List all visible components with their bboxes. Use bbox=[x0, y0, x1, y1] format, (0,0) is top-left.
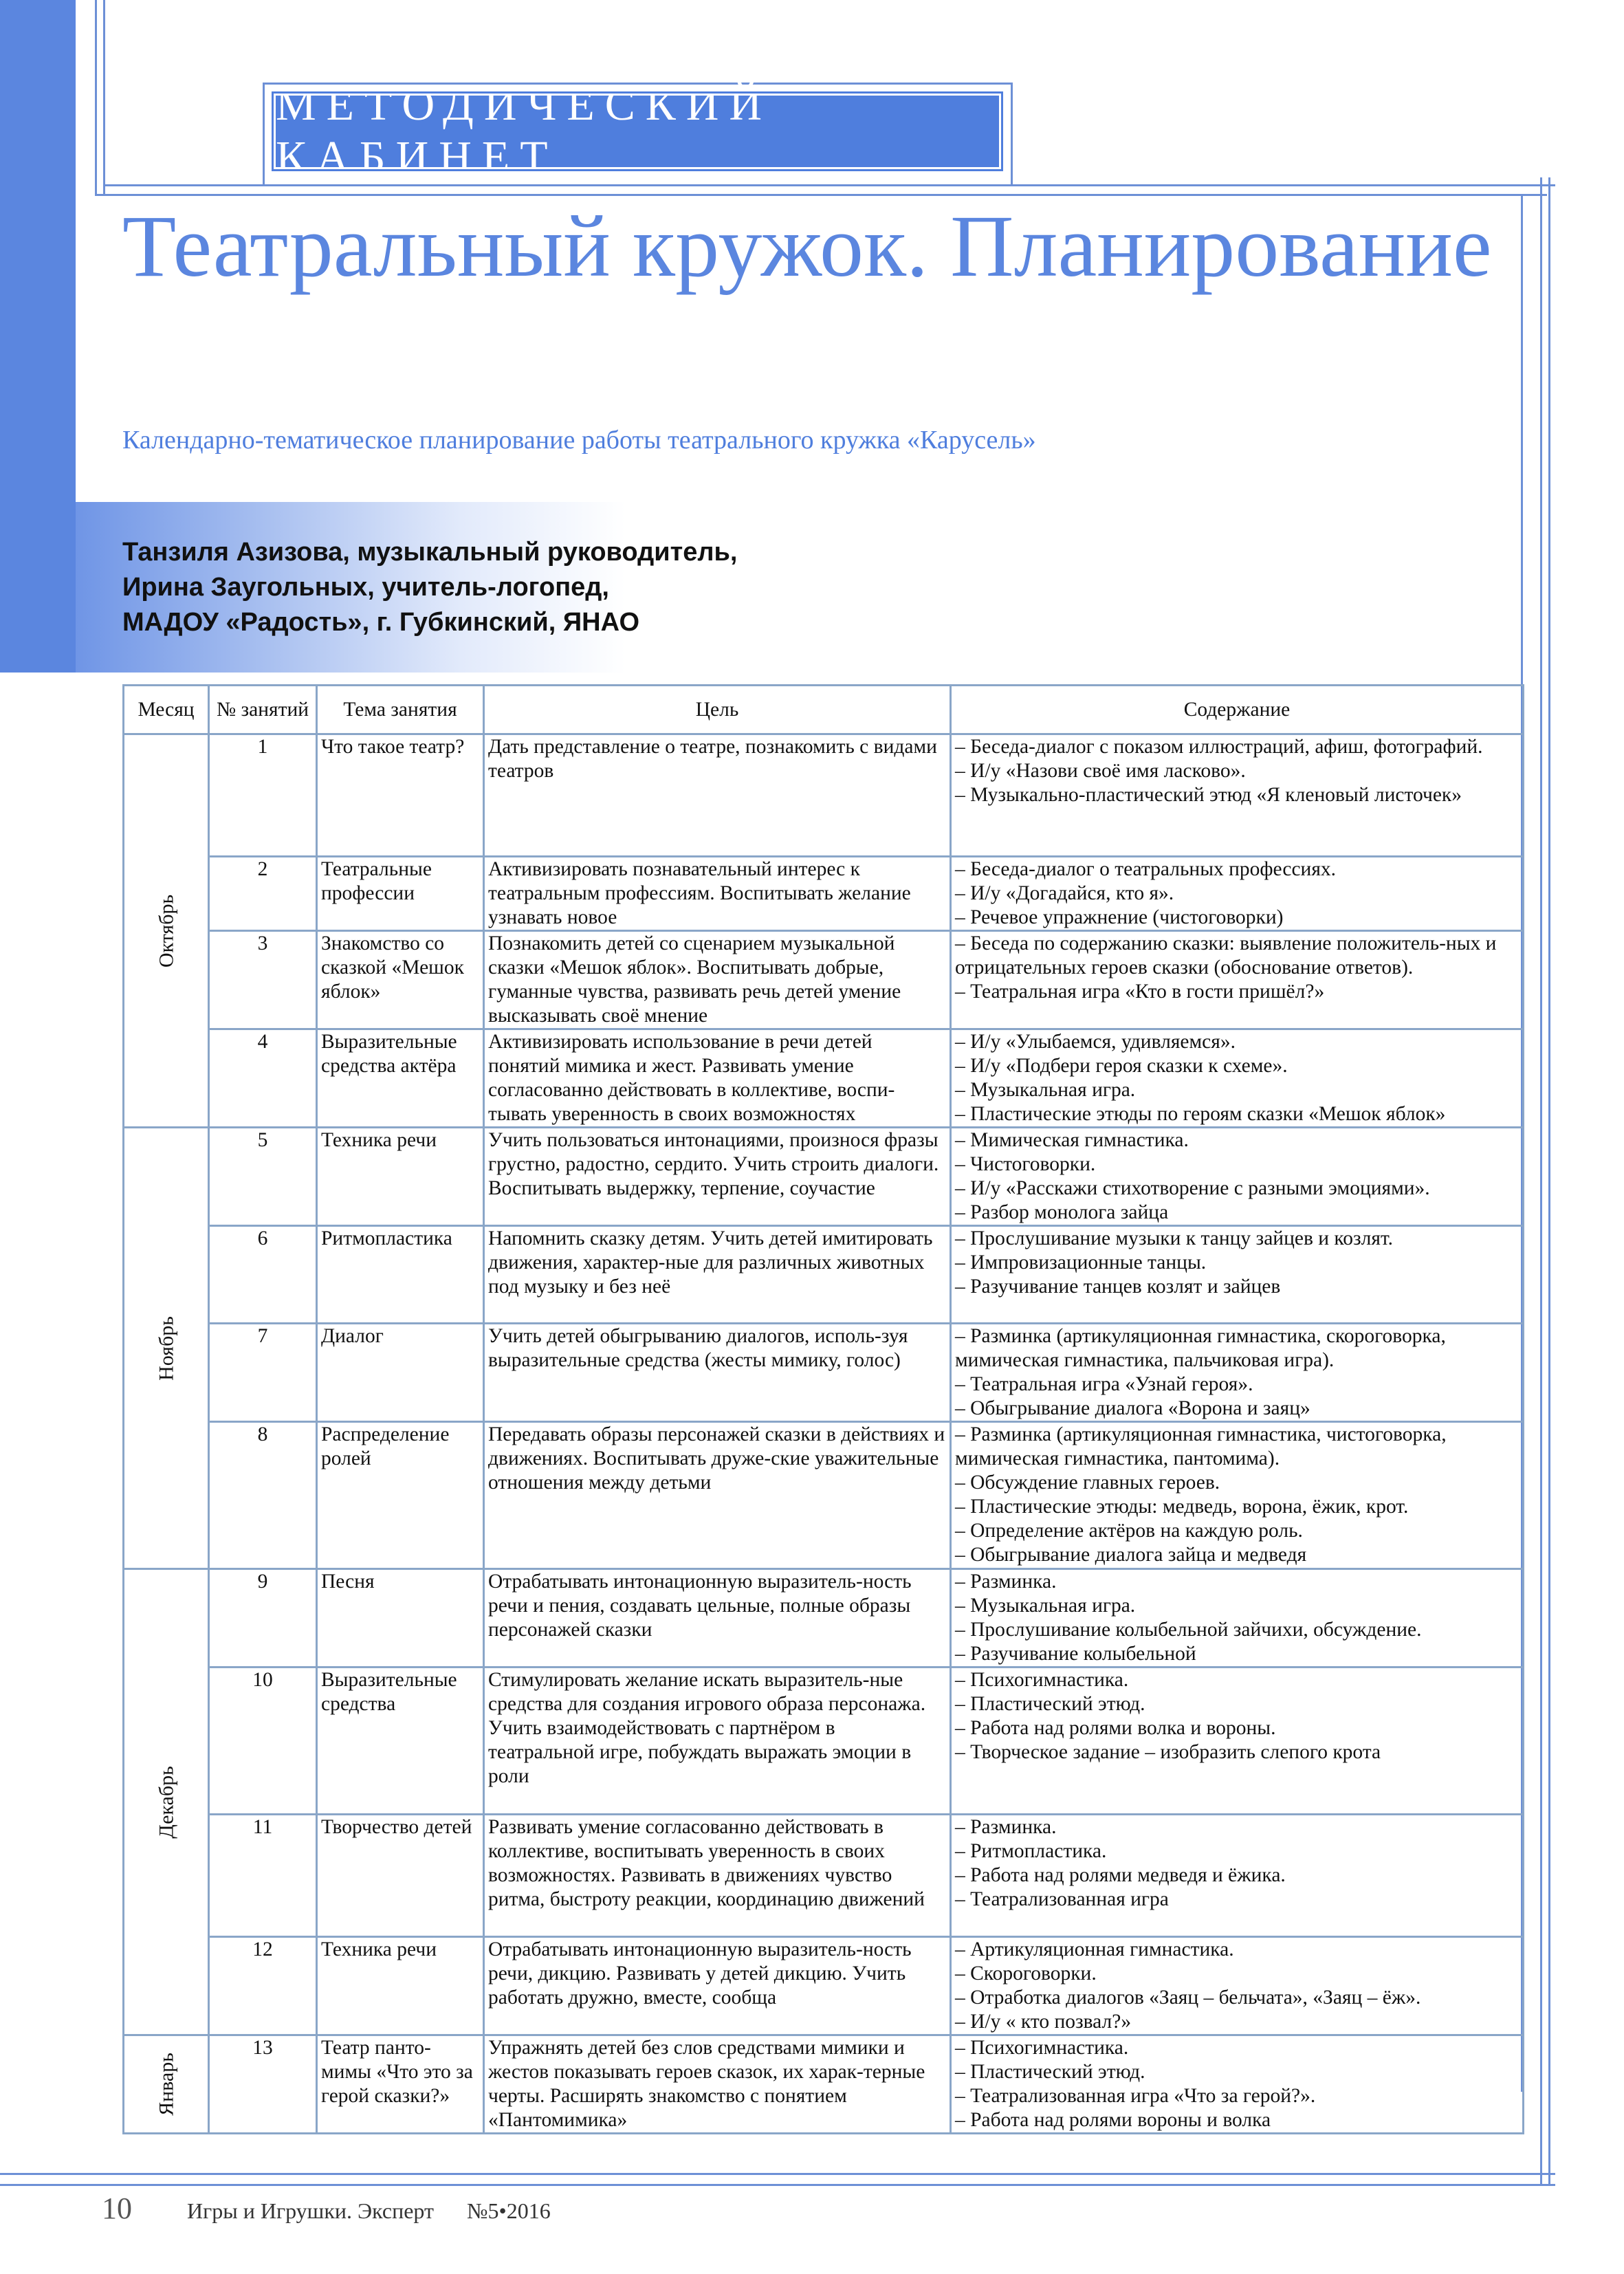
content-item: – Пластический этюд. bbox=[955, 1693, 1145, 1715]
content-cell bbox=[951, 1128, 1524, 1226]
content-cell bbox=[951, 1324, 1524, 1422]
content-item: – Музыкально-пластический этюд «Я кленовый листочек» bbox=[955, 784, 1462, 806]
section-rubric bbox=[274, 80, 1001, 182]
content-item: – Психогимнастика. bbox=[955, 2037, 1129, 2059]
num-cell: 3 bbox=[209, 931, 317, 1029]
content-item: – Мимическая гимнастика. bbox=[955, 1129, 1189, 1151]
content-cell bbox=[951, 931, 1524, 1029]
topic-cell: Выразительные средства актёра bbox=[317, 1029, 484, 1128]
frame-line bbox=[95, 0, 97, 194]
header-goal: Цель bbox=[484, 686, 951, 734]
section-rubric-label: МЕТОДИЧЕСКИЙ КАБИНЕТ bbox=[276, 80, 773, 182]
content-item: – Пластический этюд. bbox=[955, 2061, 1145, 2083]
content-item: – Прослушивание музыки к танцу зайцев и козлят. bbox=[955, 1227, 1394, 1249]
content-item: – И/у «Догадайся, кто я». bbox=[955, 882, 1174, 904]
left-accent-strip bbox=[0, 0, 76, 673]
table-row bbox=[124, 1937, 1524, 2035]
goal-cell: Учить детей обыгрыванию диалогов, исполь-зуя выразительные средства (жесты мимику, голос) bbox=[484, 1324, 951, 1422]
goal-cell: Познакомить детей со сценарием музыкальной сказки «Мешок яблок». Воспитывать добрые, гуманные чувства, развивать речь детей умение высказывать своё мнение bbox=[484, 931, 951, 1029]
frame-line bbox=[103, 0, 105, 194]
goal-cell: Учить пользоваться интонациями, произнося фразы грустно, радостно, сердито. Учить строить диалоги. Воспитывать выдержку, терпение, соучастие bbox=[484, 1128, 951, 1226]
header-month: Месяц bbox=[124, 686, 209, 734]
content-item: – Обсуждение главных героев. bbox=[955, 1472, 1220, 1494]
content-item: – Разминка (артикуляционная гимнастика, чистоговорка, мимическая гимнастика, пантомима). bbox=[955, 1423, 1447, 1469]
num-cell: 13 bbox=[209, 2035, 317, 2134]
content-item: – Отработка диалогов «Заяц – бельчата», «Заяц – ёж». bbox=[955, 1987, 1421, 2009]
table-row bbox=[124, 1422, 1524, 1569]
num-cell: 11 bbox=[209, 1815, 317, 1937]
content-cell bbox=[951, 2035, 1524, 2134]
goal-cell: Стимулировать желание искать выразитель-ные средства для создания игрового образа персонажа. Учить взаимодействовать с партнёром в театральной игре, побуждать выражать эмоции в роли bbox=[484, 1668, 951, 1815]
table-row bbox=[124, 1029, 1524, 1128]
num-cell: 8 bbox=[209, 1422, 317, 1569]
content-item: – Ритмопластика. bbox=[955, 1840, 1107, 1862]
content-item: – И/у «Расскажи стихотворение с разными эмоциями». bbox=[955, 1177, 1430, 1199]
plan-table bbox=[122, 684, 1524, 2134]
month-cell bbox=[124, 1128, 209, 1569]
content-item: – Разбор монолога зайца bbox=[955, 1201, 1169, 1223]
content-item: – Творческое задание – изобразить слепого крота bbox=[955, 1741, 1381, 1763]
author-line: МАДОУ «Радость», г. Губкинский, ЯНАО bbox=[122, 608, 640, 637]
month-label: Январь bbox=[155, 2053, 177, 2116]
frame-line bbox=[1011, 83, 1013, 186]
topic-cell: Ритмопластика bbox=[317, 1226, 484, 1324]
topic-cell: Творчество детей bbox=[317, 1815, 484, 1937]
content-item: – Психогимнастика. bbox=[955, 1669, 1129, 1691]
table-row bbox=[124, 734, 1524, 857]
content-item: – Музыкальная игра. bbox=[955, 1595, 1136, 1617]
goal-cell: Отрабатывать интонационную выразитель-ность речи, дикцию. Развивать у детей дикцию. Учить работать дружно, вместе, сообща bbox=[484, 1937, 951, 2035]
article-title: Театральный кружок. Планирование bbox=[122, 197, 1492, 295]
article-authors bbox=[122, 535, 737, 640]
frame-line bbox=[263, 83, 265, 186]
content-cell bbox=[951, 1029, 1524, 1128]
content-item: – Театральная игра «Кто в гости пришёл?» bbox=[955, 981, 1325, 1003]
content-item: – Театральная игра «Узнай героя». bbox=[955, 1373, 1253, 1395]
content-item: – Разучивание колыбельной bbox=[955, 1643, 1196, 1665]
content-item: – Скороговорки. bbox=[955, 1963, 1097, 1985]
content-cell bbox=[951, 734, 1524, 857]
header-topic: Тема занятия bbox=[317, 686, 484, 734]
content-item: – Прослушивание колыбельной зайчихи, обсуждение. bbox=[955, 1619, 1422, 1641]
table-row bbox=[124, 2035, 1524, 2134]
magazine-title: Игры и Игрушки. Эксперт bbox=[187, 2198, 434, 2223]
content-cell bbox=[951, 1422, 1524, 1569]
goal-cell: Развивать умение согласованно действовать в коллективе, воспитывать уверенность в своих возможностях. Развивать в движениях чувство ритма, быстроту реакции, координацию движений bbox=[484, 1815, 951, 1937]
content-item: – Театрализованная игра «Что за герой?». bbox=[955, 2085, 1316, 2107]
content-cell bbox=[951, 1815, 1524, 1937]
content-item: – Разучивание танцев козлят и зайцев bbox=[955, 1276, 1281, 1298]
content-item: – Музыкальная игра. bbox=[955, 1079, 1136, 1101]
table-row bbox=[124, 857, 1524, 931]
content-cell bbox=[951, 1937, 1524, 2035]
frame-line bbox=[103, 184, 1555, 186]
content-item: – Обыгрывание диалога «Ворона и заяц» bbox=[955, 1397, 1310, 1419]
topic-cell: Знакомство со сказкой «Мешок яблок» bbox=[317, 931, 484, 1029]
table-row bbox=[124, 931, 1524, 1029]
table-row bbox=[124, 1128, 1524, 1226]
content-item: – Пластические этюды: медведь, ворона, ёжик, крот. bbox=[955, 1496, 1409, 1518]
content-item: – И/у «Подбери героя сказки к схеме». bbox=[955, 1055, 1288, 1077]
topic-cell: Диалог bbox=[317, 1324, 484, 1422]
num-cell: 7 bbox=[209, 1324, 317, 1422]
topic-cell: Что такое театр? bbox=[317, 734, 484, 857]
num-cell: 1 bbox=[209, 734, 317, 857]
table-row bbox=[124, 1668, 1524, 1815]
magazine-info bbox=[187, 2198, 584, 2224]
topic-cell: Техника речи bbox=[317, 1937, 484, 2035]
num-cell: 9 bbox=[209, 1569, 317, 1668]
magazine-issue: №5•2016 bbox=[466, 2198, 551, 2223]
frame-line bbox=[1548, 177, 1550, 2185]
topic-cell: Техника речи bbox=[317, 1128, 484, 1226]
month-label: Декабрь bbox=[155, 1765, 177, 1839]
content-cell bbox=[951, 1226, 1524, 1324]
content-item: – Разминка (артикуляционная гимнастика, скороговорка, мимическая гимнастика, пальчиковая игра). bbox=[955, 1325, 1446, 1371]
goal-cell: Дать представление о театре, познакомить с видами театров bbox=[484, 734, 951, 857]
topic-cell: Театр панто-мимы «Что это за герой сказки?» bbox=[317, 2035, 484, 2134]
num-cell: 12 bbox=[209, 1937, 317, 2035]
content-cell bbox=[951, 857, 1524, 931]
content-cell bbox=[951, 1569, 1524, 1668]
month-label: Ноябрь bbox=[155, 1315, 177, 1381]
frame-line bbox=[0, 2173, 1555, 2175]
table-row bbox=[124, 1226, 1524, 1324]
num-cell: 5 bbox=[209, 1128, 317, 1226]
goal-cell: Упражнять детей без слов средствами мимики и жестов показывать героев сказок, их харак-терные черты. Расширять знакомство с понятием «Пантомимика» bbox=[484, 2035, 951, 2134]
content-item: – Речевое упражнение (чистоговорки) bbox=[955, 906, 1284, 928]
num-cell: 2 bbox=[209, 857, 317, 931]
topic-cell: Распределение ролей bbox=[317, 1422, 484, 1569]
month-cell bbox=[124, 1569, 209, 2035]
frame-line bbox=[0, 2184, 1555, 2186]
content-item: – И/у «Улыбаемся, удивляемся». bbox=[955, 1031, 1236, 1053]
table-header-row bbox=[124, 686, 1524, 734]
content-item: – Разминка. bbox=[955, 1816, 1057, 1838]
topic-cell: Театральные профессии bbox=[317, 857, 484, 931]
goal-cell: Отрабатывать интонационную выразитель-ность речи и пения, создавать цельные, полные образы персонажей сказки bbox=[484, 1569, 951, 1668]
content-cell bbox=[951, 1668, 1524, 1815]
content-item: – Беседа-диалог с показом иллюстраций, афиш, фотографий. bbox=[955, 736, 1483, 758]
num-cell: 4 bbox=[209, 1029, 317, 1128]
table-row bbox=[124, 1324, 1524, 1422]
num-cell: 10 bbox=[209, 1668, 317, 1815]
author-line: Танзиля Азизова, музыкальный руководитель, bbox=[122, 538, 738, 567]
content-item: – Работа над ролями вороны и волка bbox=[955, 2109, 1271, 2131]
header-num: № занятий bbox=[209, 686, 317, 734]
goal-cell: Активизировать использование в речи детей понятий мимика и жест. Развивать умение согласованно действовать в коллективе, воспи-тывать уверенность в своих возможностях bbox=[484, 1029, 951, 1128]
content-item: – Разминка. bbox=[955, 1571, 1057, 1593]
topic-cell: Выразительные средства bbox=[317, 1668, 484, 1815]
content-item: – Чистоговорки. bbox=[955, 1153, 1096, 1175]
content-item: – Театрализованная игра bbox=[955, 1888, 1169, 1910]
content-item: – Артикуляционная гимнастика. bbox=[955, 1938, 1234, 1960]
author-line: Ирина Заугольных, учитель-логопед, bbox=[122, 573, 609, 602]
month-label: Октябрь bbox=[155, 894, 177, 967]
content-item: – Определение актёров на каждую роль. bbox=[955, 1520, 1303, 1542]
frame-line bbox=[1540, 177, 1542, 2185]
content-item: – И/у « кто позвал?» bbox=[955, 2011, 1132, 2033]
goal-cell: Напомнить сказку детям. Учить детей имитировать движения, характер-ные для различных животных под музыку и без неё bbox=[484, 1226, 951, 1324]
table-row bbox=[124, 1815, 1524, 1937]
content-item: – Импровизационные танцы. bbox=[955, 1251, 1207, 1273]
content-item: – Пластические этюды по героям сказки «Мешок яблок» bbox=[955, 1103, 1446, 1125]
month-cell bbox=[124, 734, 209, 1128]
article-subtitle: Календарно-тематическое планирование работы театрального кружка «Карусель» bbox=[122, 426, 1036, 455]
content-item: – Работа над ролями медведя и ёжика. bbox=[955, 1864, 1286, 1886]
table-row bbox=[124, 1569, 1524, 1668]
goal-cell: Активизировать познавательный интерес к театральным профессиям. Воспитывать желание узнавать новое bbox=[484, 857, 951, 931]
header-content: Содержание bbox=[951, 686, 1524, 734]
page-number: 10 bbox=[102, 2191, 132, 2225]
month-cell bbox=[124, 2035, 209, 2134]
content-item: – Беседа по содержанию сказки: выявление положитель-ных и отрицательных героев сказки (обоснование ответов). bbox=[955, 932, 1497, 979]
num-cell: 6 bbox=[209, 1226, 317, 1324]
topic-cell: Песня bbox=[317, 1569, 484, 1668]
content-item: – Обыгрывание диалога зайца и медведя bbox=[955, 1544, 1307, 1566]
goal-cell: Передавать образы персонажей сказки в действиях и движениях. Воспитывать друже-ские уважительные отношения между детьми bbox=[484, 1422, 951, 1569]
content-item: – И/у «Назови своё имя ласково». bbox=[955, 760, 1246, 782]
content-item: – Беседа-диалог о театральных профессиях. bbox=[955, 858, 1337, 880]
content-item: – Работа над ролями волка и вороны. bbox=[955, 1717, 1276, 1739]
